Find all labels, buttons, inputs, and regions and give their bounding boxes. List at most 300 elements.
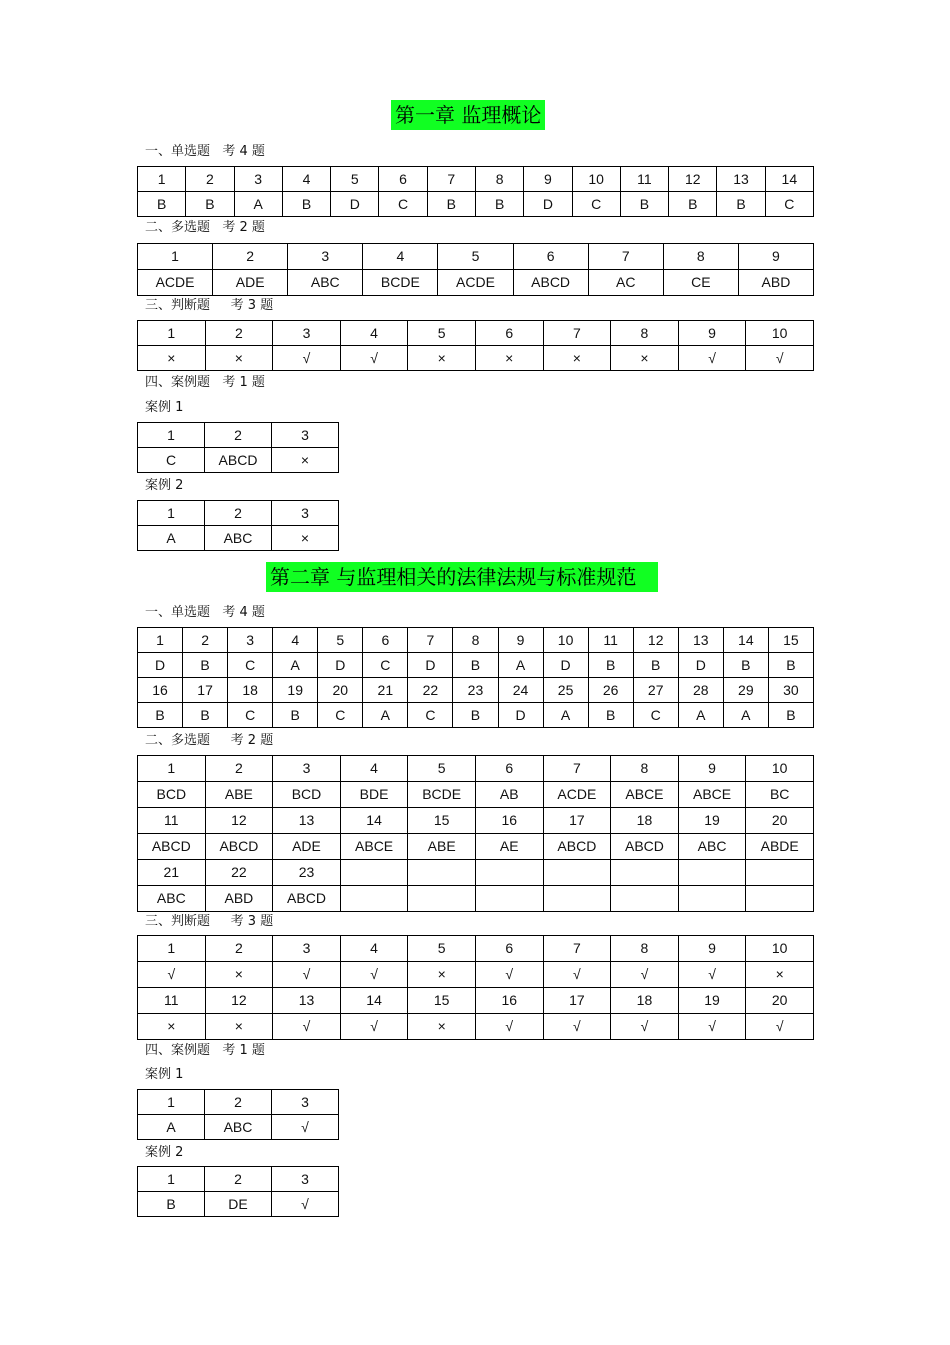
- question-number-cell: 9: [678, 321, 746, 346]
- answer-cell: AC: [588, 270, 663, 296]
- question-number-cell: [408, 860, 476, 886]
- answer-cell: DE: [205, 1192, 272, 1217]
- ch2-case-2-label: 案例 2: [145, 1145, 184, 1160]
- question-number-cell: 6: [379, 167, 427, 192]
- question-number-cell: 5: [331, 167, 379, 192]
- answer-cell: ×: [746, 962, 814, 988]
- question-number-cell: 3: [234, 167, 282, 192]
- question-number-cell: 19: [273, 678, 318, 703]
- ch2-multi-choice-label: 二、多选题 考 2 题: [145, 733, 274, 748]
- answer-cell: √: [543, 962, 611, 988]
- question-number-cell: 10: [746, 321, 814, 346]
- answer-cell: ×: [205, 1014, 273, 1040]
- question-number-cell: 9: [678, 756, 746, 782]
- answer-cell: ×: [205, 346, 273, 371]
- question-number-cell: 6: [513, 244, 588, 270]
- ch1-single-choice-table: [137, 166, 814, 217]
- question-number-cell: 5: [438, 244, 513, 270]
- answer-cell: B: [138, 703, 183, 728]
- answer-cell: C: [363, 653, 408, 678]
- answer-cell: [543, 886, 611, 912]
- question-number-cell: 1: [138, 321, 206, 346]
- ch1-multi-choice-table: [137, 243, 814, 296]
- answer-cell: [678, 886, 746, 912]
- question-number-cell: 16: [138, 678, 183, 703]
- answer-row: [138, 834, 814, 860]
- answer-cell: B: [273, 703, 318, 728]
- answer-cell: B: [453, 653, 498, 678]
- question-number-cell: 17: [543, 808, 611, 834]
- question-number-cell: 19: [678, 988, 746, 1014]
- question-number-cell: 8: [663, 244, 738, 270]
- answer-cell: B: [453, 703, 498, 728]
- answer-cell: B: [427, 192, 475, 217]
- answer-row: [138, 886, 814, 912]
- question-number-cell: 9: [678, 936, 746, 962]
- question-number-cell: 11: [138, 988, 206, 1014]
- answer-cell: D: [331, 192, 379, 217]
- answer-cell: ABCE: [678, 782, 746, 808]
- answer-cell: C: [228, 703, 273, 728]
- question-number-row: [138, 167, 814, 192]
- question-number-cell: 2: [205, 423, 272, 448]
- answer-row: [138, 1014, 814, 1040]
- answer-cell: A: [138, 1115, 205, 1140]
- question-number-cell: 25: [543, 678, 588, 703]
- answer-cell: BC: [746, 782, 814, 808]
- question-number-cell: 9: [524, 167, 572, 192]
- answer-cell: √: [611, 962, 679, 988]
- ch2-single-choice-label: 一、单选题 考 4 题: [145, 605, 265, 620]
- answer-cell: C: [379, 192, 427, 217]
- question-number-cell: 7: [543, 321, 611, 346]
- question-number-cell: 14: [723, 628, 768, 653]
- answer-cell: √: [340, 1014, 408, 1040]
- answer-cell: A: [723, 703, 768, 728]
- answer-cell: ×: [138, 346, 206, 371]
- question-number-cell: 4: [340, 936, 408, 962]
- answer-cell: AB: [475, 782, 543, 808]
- answer-cell: B: [186, 192, 234, 217]
- answer-cell: ABCD: [205, 834, 273, 860]
- question-number-cell: 13: [273, 988, 341, 1014]
- answer-cell: [475, 886, 543, 912]
- question-number-cell: 23: [453, 678, 498, 703]
- question-number-cell: [678, 860, 746, 886]
- answer-cell: D: [543, 653, 588, 678]
- answer-cell: B: [183, 653, 228, 678]
- answer-cell: ADE: [213, 270, 288, 296]
- answer-cell: ABCD: [273, 886, 341, 912]
- question-number-row: [138, 1090, 339, 1115]
- answer-cell: ABC: [138, 886, 206, 912]
- answer-cell: ABD: [738, 270, 813, 296]
- question-number-row: [138, 756, 814, 782]
- ch1-case-label: 四、案例题 考 1 题: [145, 375, 265, 390]
- question-number-cell: 15: [408, 808, 476, 834]
- ch1-single-choice-label: 一、单选题 考 4 题: [145, 144, 265, 159]
- chapter-1-title: 第一章 监理概论: [391, 100, 545, 130]
- answer-cell: B: [717, 192, 765, 217]
- ch2-single-choice-table: [137, 627, 814, 728]
- answer-row: [138, 703, 814, 728]
- answer-cell: C: [318, 703, 363, 728]
- question-number-cell: 28: [678, 678, 723, 703]
- answer-cell: B: [768, 653, 813, 678]
- question-number-cell: 23: [273, 860, 341, 886]
- question-number-cell: 13: [678, 628, 723, 653]
- question-number-cell: 12: [205, 808, 273, 834]
- question-number-cell: 20: [746, 808, 814, 834]
- answer-cell: √: [273, 346, 341, 371]
- answer-cell: [340, 886, 408, 912]
- answer-cell: C: [633, 703, 678, 728]
- answer-cell: [611, 886, 679, 912]
- answer-row: [138, 192, 814, 217]
- question-number-cell: 14: [340, 988, 408, 1014]
- question-number-cell: 2: [205, 1090, 272, 1115]
- answer-cell: A: [138, 526, 205, 551]
- answer-row: [138, 1192, 339, 1217]
- question-number-cell: 3: [273, 321, 341, 346]
- question-number-cell: 1: [138, 936, 206, 962]
- question-number-row: [138, 808, 814, 834]
- answer-cell: ABCE: [340, 834, 408, 860]
- question-number-cell: 7: [588, 244, 663, 270]
- question-number-cell: 2: [186, 167, 234, 192]
- answer-row: [138, 653, 814, 678]
- answer-cell: C: [228, 653, 273, 678]
- question-number-cell: 3: [288, 244, 363, 270]
- ch1-case-1-label: 案例 1: [145, 400, 184, 415]
- ch2-case-2-table: [137, 1166, 339, 1217]
- question-number-cell: 2: [183, 628, 228, 653]
- ch2-case-label: 四、案例题 考 1 题: [145, 1043, 265, 1058]
- answer-cell: ABCD: [513, 270, 588, 296]
- question-number-row: [138, 628, 814, 653]
- answer-cell: A: [498, 653, 543, 678]
- question-number-cell: 4: [340, 321, 408, 346]
- question-number-row: [138, 860, 814, 886]
- question-number-cell: [543, 860, 611, 886]
- ch2-case-1-table: [137, 1089, 339, 1140]
- answer-cell: B: [138, 1192, 205, 1217]
- answer-row: [138, 526, 339, 551]
- answer-cell: ×: [205, 962, 273, 988]
- question-number-cell: 24: [498, 678, 543, 703]
- question-number-cell: 2: [213, 244, 288, 270]
- answer-cell: [408, 886, 476, 912]
- question-number-cell: 10: [572, 167, 620, 192]
- ch1-judgment-table: [137, 320, 814, 371]
- question-number-cell: [746, 860, 814, 886]
- answer-cell: √: [543, 1014, 611, 1040]
- question-number-cell: 1: [138, 1167, 205, 1192]
- answer-row: [138, 782, 814, 808]
- answer-cell: B: [183, 703, 228, 728]
- answer-cell: BCDE: [363, 270, 438, 296]
- answer-row: [138, 962, 814, 988]
- question-number-cell: 3: [272, 423, 339, 448]
- question-number-cell: 2: [205, 501, 272, 526]
- question-number-cell: 15: [408, 988, 476, 1014]
- answer-cell: BDE: [340, 782, 408, 808]
- question-number-cell: 7: [543, 756, 611, 782]
- answer-cell: ×: [408, 1014, 476, 1040]
- answer-cell: ×: [272, 448, 339, 473]
- answer-cell: CE: [663, 270, 738, 296]
- answer-cell: B: [588, 703, 633, 728]
- answer-cell: B: [138, 192, 186, 217]
- answer-cell: ×: [543, 346, 611, 371]
- answer-cell: ABE: [205, 782, 273, 808]
- ch2-case-1-label: 案例 1: [145, 1067, 184, 1082]
- answer-cell: BCD: [273, 782, 341, 808]
- question-number-cell: 17: [543, 988, 611, 1014]
- answer-cell: √: [340, 346, 408, 371]
- ch2-judgment-label: 三、判断题 考 3 题: [145, 914, 274, 929]
- question-number-cell: 21: [363, 678, 408, 703]
- answer-cell: ACDE: [138, 270, 213, 296]
- question-number-cell: 8: [611, 756, 679, 782]
- question-number-row: [138, 321, 814, 346]
- answer-cell: [746, 886, 814, 912]
- question-number-cell: 1: [138, 167, 186, 192]
- ch1-case-2-table: [137, 500, 339, 551]
- question-number-cell: 2: [205, 1167, 272, 1192]
- answer-cell: ABCD: [205, 448, 272, 473]
- answer-cell: ABDE: [746, 834, 814, 860]
- question-number-cell: 8: [475, 167, 523, 192]
- question-number-row: [138, 244, 814, 270]
- question-number-cell: 21: [138, 860, 206, 886]
- question-number-cell: 3: [272, 1167, 339, 1192]
- question-number-cell: 30: [768, 678, 813, 703]
- question-number-row: [138, 501, 339, 526]
- question-number-cell: 5: [318, 628, 363, 653]
- question-number-row: [138, 423, 339, 448]
- answer-cell: ADE: [273, 834, 341, 860]
- answer-cell: ABC: [205, 1115, 272, 1140]
- ch1-case-2-label: 案例 2: [145, 478, 184, 493]
- question-number-cell: 5: [408, 321, 476, 346]
- answer-cell: B: [475, 192, 523, 217]
- question-number-cell: 1: [138, 423, 205, 448]
- answer-cell: B: [282, 192, 330, 217]
- question-number-cell: 1: [138, 501, 205, 526]
- ch1-multi-choice-label: 二、多选题 考 2 题: [145, 220, 265, 235]
- answer-cell: ×: [611, 346, 679, 371]
- answer-cell: A: [363, 703, 408, 728]
- answer-cell: √: [475, 962, 543, 988]
- answer-cell: B: [588, 653, 633, 678]
- question-number-cell: 26: [588, 678, 633, 703]
- question-number-cell: 22: [408, 678, 453, 703]
- answer-cell: B: [633, 653, 678, 678]
- question-number-cell: 13: [273, 808, 341, 834]
- question-number-row: [138, 678, 814, 703]
- answer-cell: BCD: [138, 782, 206, 808]
- answer-cell: ABCE: [611, 782, 679, 808]
- question-number-cell: 18: [228, 678, 273, 703]
- question-number-cell: 10: [543, 628, 588, 653]
- answer-cell: √: [273, 962, 341, 988]
- question-number-cell: 13: [717, 167, 765, 192]
- question-number-cell: 11: [588, 628, 633, 653]
- question-number-cell: 4: [363, 244, 438, 270]
- question-number-cell: [611, 860, 679, 886]
- answer-cell: B: [620, 192, 668, 217]
- question-number-cell: 4: [282, 167, 330, 192]
- question-number-cell: 1: [138, 628, 183, 653]
- question-number-cell: 1: [138, 756, 206, 782]
- answer-cell: √: [272, 1115, 339, 1140]
- answer-cell: ABE: [408, 834, 476, 860]
- question-number-cell: 6: [475, 321, 543, 346]
- question-number-cell: 9: [498, 628, 543, 653]
- question-number-cell: 3: [273, 936, 341, 962]
- answer-cell: A: [273, 653, 318, 678]
- question-number-cell: 3: [272, 501, 339, 526]
- answer-cell: B: [768, 703, 813, 728]
- answer-cell: ABCD: [543, 834, 611, 860]
- answer-cell: ×: [475, 346, 543, 371]
- answer-cell: √: [272, 1192, 339, 1217]
- question-number-cell: 12: [669, 167, 717, 192]
- answer-cell: √: [340, 962, 408, 988]
- question-number-cell: 8: [611, 936, 679, 962]
- question-number-cell: 3: [273, 756, 341, 782]
- answer-cell: √: [678, 346, 746, 371]
- answer-cell: √: [746, 346, 814, 371]
- answer-cell: D: [138, 653, 183, 678]
- answer-cell: √: [678, 962, 746, 988]
- question-number-row: [138, 936, 814, 962]
- answer-cell: C: [138, 448, 205, 473]
- answer-cell: BCDE: [408, 782, 476, 808]
- question-number-cell: 5: [408, 756, 476, 782]
- answer-cell: D: [678, 653, 723, 678]
- question-number-cell: 2: [205, 936, 273, 962]
- answer-cell: ACDE: [438, 270, 513, 296]
- answer-row: [138, 448, 339, 473]
- question-number-cell: 14: [765, 167, 813, 192]
- question-number-cell: 20: [746, 988, 814, 1014]
- question-number-cell: 7: [427, 167, 475, 192]
- question-number-cell: 2: [205, 756, 273, 782]
- answer-cell: ×: [138, 1014, 206, 1040]
- question-number-cell: 3: [228, 628, 273, 653]
- ch1-judgment-label: 三、判断题 考 3 题: [145, 298, 274, 313]
- question-number-cell: 14: [340, 808, 408, 834]
- question-number-cell: 6: [363, 628, 408, 653]
- question-number-cell: 8: [453, 628, 498, 653]
- answer-cell: √: [746, 1014, 814, 1040]
- answer-cell: D: [408, 653, 453, 678]
- answer-cell: A: [234, 192, 282, 217]
- question-number-cell: 10: [746, 936, 814, 962]
- question-number-cell: 18: [611, 808, 679, 834]
- answer-cell: C: [572, 192, 620, 217]
- question-number-cell: 12: [205, 988, 273, 1014]
- question-number-cell: 22: [205, 860, 273, 886]
- ch2-multi-choice-table: [137, 755, 814, 912]
- answer-cell: D: [318, 653, 363, 678]
- answer-cell: ABCD: [611, 834, 679, 860]
- question-number-cell: 19: [678, 808, 746, 834]
- question-number-cell: 17: [183, 678, 228, 703]
- answer-row: [138, 346, 814, 371]
- question-number-cell: 27: [633, 678, 678, 703]
- chapter-2-title: 第二章 与监理相关的法律法规与标准规范: [266, 562, 658, 592]
- question-number-cell: 11: [138, 808, 206, 834]
- question-number-cell: 15: [768, 628, 813, 653]
- question-number-cell: 20: [318, 678, 363, 703]
- answer-row: [138, 1115, 339, 1140]
- question-number-cell: 2: [205, 321, 273, 346]
- answer-cell: ACDE: [543, 782, 611, 808]
- question-number-row: [138, 1167, 339, 1192]
- question-number-cell: 8: [611, 321, 679, 346]
- ch1-case-1-table: [137, 422, 339, 473]
- question-number-cell: 11: [620, 167, 668, 192]
- answer-cell: D: [524, 192, 572, 217]
- question-number-cell: 7: [408, 628, 453, 653]
- answer-row: [138, 270, 814, 296]
- question-number-cell: 7: [543, 936, 611, 962]
- question-number-cell: [340, 860, 408, 886]
- answer-cell: A: [543, 703, 588, 728]
- ch2-judgment-table: [137, 935, 814, 1040]
- answer-cell: B: [723, 653, 768, 678]
- answer-cell: ×: [408, 346, 476, 371]
- question-number-cell: 1: [138, 1090, 205, 1115]
- answer-cell: A: [678, 703, 723, 728]
- question-number-cell: 16: [475, 988, 543, 1014]
- question-number-cell: 4: [340, 756, 408, 782]
- answer-cell: ABC: [205, 526, 272, 551]
- question-number-cell: 10: [746, 756, 814, 782]
- question-number-cell: 18: [611, 988, 679, 1014]
- answer-cell: ABC: [678, 834, 746, 860]
- question-number-cell: 3: [272, 1090, 339, 1115]
- question-number-cell: 16: [475, 808, 543, 834]
- answer-cell: ×: [272, 526, 339, 551]
- answer-cell: √: [678, 1014, 746, 1040]
- question-number-cell: 5: [408, 936, 476, 962]
- question-number-cell: 9: [738, 244, 813, 270]
- answer-cell: √: [611, 1014, 679, 1040]
- answer-cell: √: [475, 1014, 543, 1040]
- answer-cell: AE: [475, 834, 543, 860]
- question-number-cell: 1: [138, 244, 213, 270]
- question-number-cell: 12: [633, 628, 678, 653]
- answer-cell: ×: [408, 962, 476, 988]
- question-number-cell: 4: [273, 628, 318, 653]
- question-number-row: [138, 988, 814, 1014]
- question-number-cell: 6: [475, 936, 543, 962]
- answer-cell: ABD: [205, 886, 273, 912]
- answer-cell: D: [498, 703, 543, 728]
- question-number-cell: [475, 860, 543, 886]
- answer-cell: ABC: [288, 270, 363, 296]
- question-number-cell: 29: [723, 678, 768, 703]
- answer-cell: C: [765, 192, 813, 217]
- answer-cell: ABCD: [138, 834, 206, 860]
- answer-cell: B: [669, 192, 717, 217]
- answer-cell: √: [138, 962, 206, 988]
- answer-cell: √: [273, 1014, 341, 1040]
